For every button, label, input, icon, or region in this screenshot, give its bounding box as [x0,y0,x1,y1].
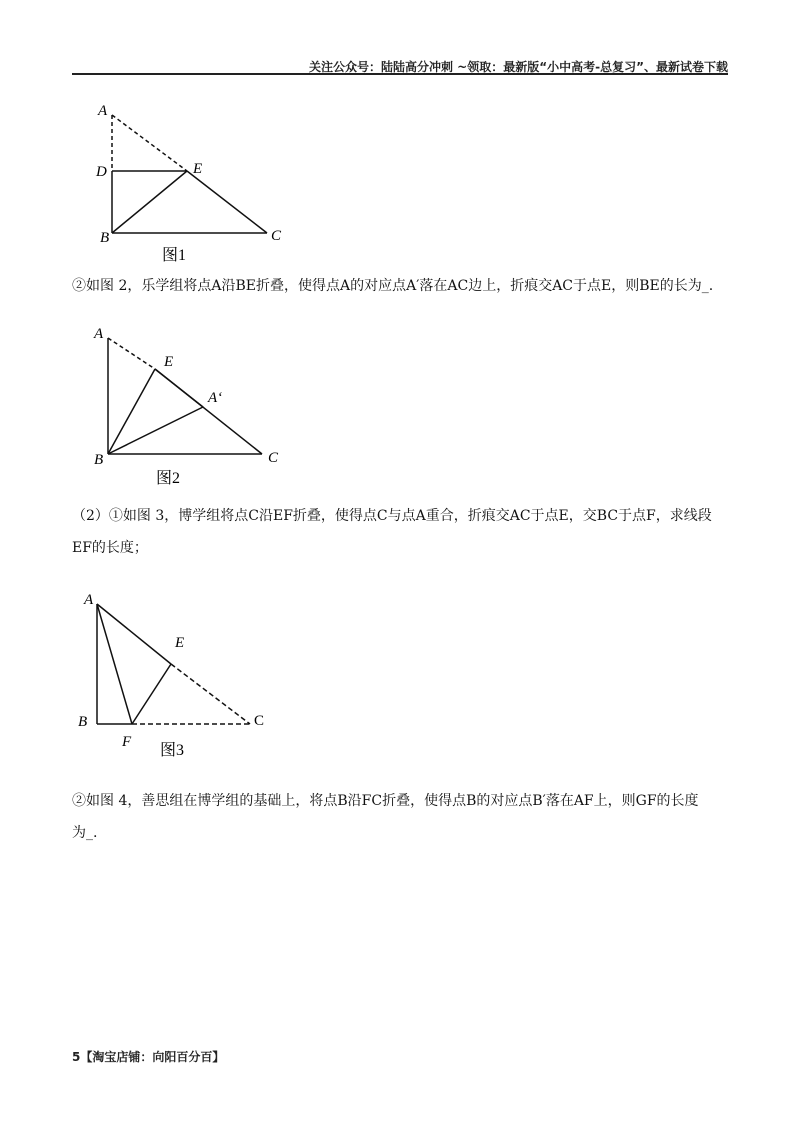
figure-3 [74,586,294,761]
figure-2 [88,318,308,488]
fig2-label-e: E [164,354,174,370]
fig3-label-f: F [122,734,132,750]
fig3-label-b: B [78,714,88,730]
fig1-label-d: D [96,164,107,180]
fig3-segment-fe [132,664,171,724]
fig2-segment-ba-prime [108,407,203,454]
fig2-label-b: B [94,452,104,468]
fig1-segment-be [112,171,187,233]
fig1-caption: 图1 [162,247,187,264]
fig1-segment-ae [112,115,187,171]
fig1-label-c: C [271,228,282,244]
question-2-part-2b-line-2: 为_. [72,825,98,841]
fig3-segment-ae [97,604,171,664]
fig2-segment-be [108,369,155,454]
fig2-segment-ae [108,338,155,369]
header-divider [72,73,728,75]
fig3-label-a: A [84,592,94,608]
fig2-label-a: A [94,326,104,342]
fig2-segment-ea-prime [155,369,203,407]
fig2-label-a-prime: A‘ [208,390,223,406]
question-2-part-1-line-1: （2）①如图 3，博学组将点C沿EF折叠，使得点C与点A重合，折痕交AC于点E，交BC于点F，求线段 [72,508,712,524]
fig3-label-c: C [254,713,265,729]
fig1-label-a: A [98,103,108,119]
question-2-part-1-line-2: EF的长度； [72,540,148,556]
fig1-label-b: B [100,230,110,246]
fig3-segment-ec [171,664,250,724]
question-2-part-2b-line-1: ②如图 4，善思组在博学组的基础上，将点B沿FC折叠，使得点B的对应点B′落在AF上，则GF的长度 [72,793,699,809]
page-header: 关注公众号：陆陆高分冲刺 ~领取：最新版“小中高考-总复习”、最新试卷下载 [309,60,728,74]
figure-1 [90,95,310,265]
fig3-label-e: E [175,635,185,651]
fig2-label-c: C [268,450,279,466]
fig3-segment-af [97,604,132,724]
fig3-caption: 图3 [160,742,185,759]
page-footer: 5【淘宝店铺：向阳百分百】 [72,1050,225,1064]
question-2-part-2: ②如图 2，乐学组将点A沿BE折叠，使得点A的对应点A′落在AC边上，折痕交AC于点E，则BE的长为_. [72,278,714,294]
fig1-segment-ec [187,171,267,233]
fig2-caption: 图2 [156,470,181,487]
fig1-label-e: E [193,161,203,177]
